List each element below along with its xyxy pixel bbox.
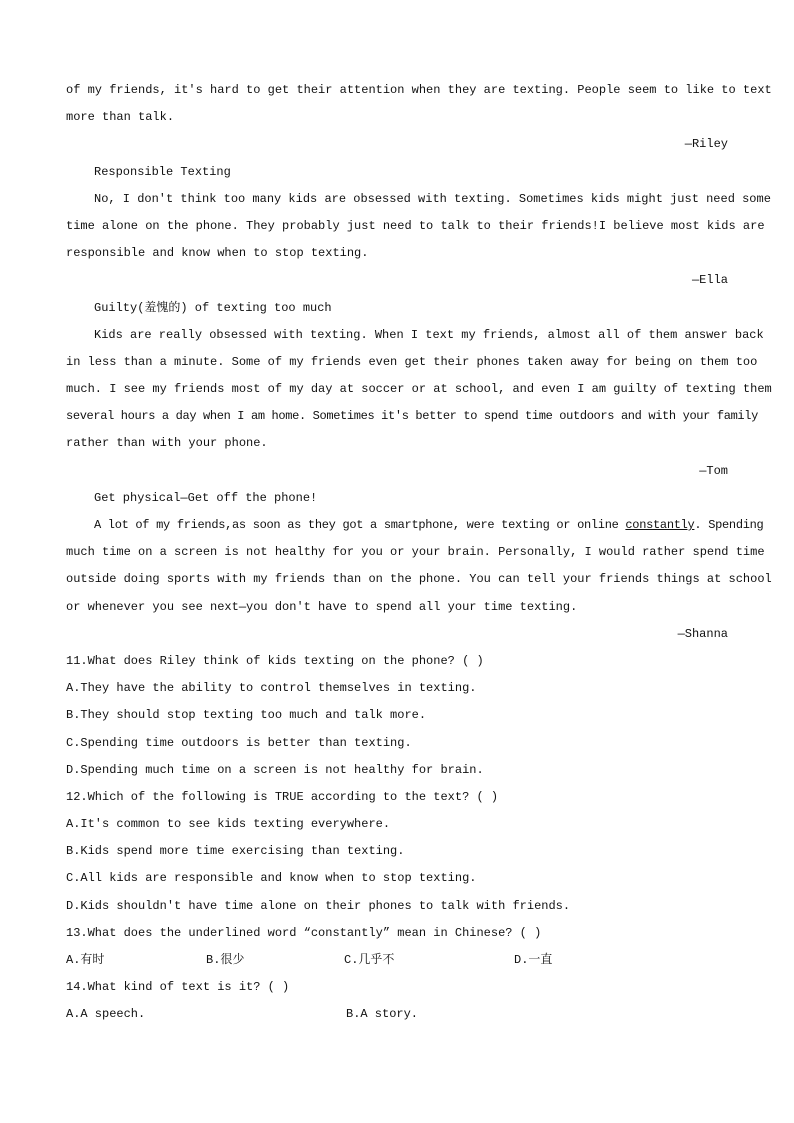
underlined-word-constantly: constantly [625,518,695,532]
shanna-signature: —Shanna [677,626,728,641]
shanna-text-before: A lot of my friends,as soon as they got a smartphone, were texting or online [94,518,626,532]
tom-paragraph-line: several hours a day when I am home. Sometimes it's better to spend time outdoors and with your family [66,409,758,424]
question-14-stem: 14.What kind of text is it? ( ) [66,980,290,995]
question-13-option-a: A.有时 [66,953,105,967]
shanna-paragraph-line: or whenever you see next—you don't have to spend all your time texting. [66,599,578,614]
question-12-option-a: A.It's common to see kids texting everywhere. [66,817,391,832]
question-11-stem: 11.What does Riley think of kids texting on the phone? ( ) [66,653,484,668]
tom-heading: Guilty(羞愧的) of texting too much [94,300,332,315]
shanna-paragraph-line [66,512,764,539]
shanna-text-after: . Spending [694,518,764,532]
question-14-option-b: B.A story. [346,1007,419,1022]
document-page [66,77,772,1029]
tom-paragraph-line: in less than a minute. Some of my friends even get their phones taken away for being on them too [66,354,758,369]
tom-paragraph-line: Kids are really obsessed with texting. When I text my friends, almost all of them answer back [94,327,764,342]
ella-paragraph-line: responsible and know when to stop texting. [66,246,369,261]
question-13-option-d: D.一直 [514,953,553,967]
question-12-stem: 12.Which of the following is TRUE according to the text? ( ) [66,789,499,804]
tom-paragraph-line: much. I see my friends most of my day at soccer or at school, and even I am guilty of texting them [66,382,772,397]
tom-paragraph-line: rather than with your phone. [66,436,268,451]
question-11-option-d: D.Spending much time on a screen is not healthy for brain. [66,762,484,777]
question-13-options [66,947,728,974]
riley-paragraph-line: of my friends, it's hard to get their attention when they are texting. People seem to like to text [66,83,772,97]
ella-signature: —Ella [691,273,728,288]
ella-paragraph-line: time alone on the phone. They probably just need to talk to their friends!I believe most kids are [66,218,765,233]
question-14-option-a: A.A speech. [66,1007,146,1022]
question-12-option-d: D.Kids shouldn't have time alone on their phones to talk with friends. [66,898,571,913]
question-11-option-c: C.Spending time outdoors is better than texting. [66,735,412,750]
question-11-option-a: A.They have the ability to control themselves in texting. [66,681,477,696]
question-13-option-b: B.很少 [206,953,245,967]
ella-heading: Responsible Texting [94,164,231,179]
shanna-paragraph-line: much time on a screen is not healthy for you or your brain. Personally, I would rather spend time [66,545,765,560]
shanna-paragraph-line: outside doing sports with my friends than on the phone. You can tell your friends things at school [66,572,772,587]
question-14-options [66,1001,728,1028]
ella-paragraph-line: No, I don't think too many kids are obsessed with texting. Sometimes kids might just need some [94,191,771,206]
riley-signature: —Riley [684,137,728,152]
question-12-option-c: C.All kids are responsible and know when to stop texting. [66,871,477,886]
riley-paragraph-line: more than talk. [66,110,175,125]
tom-signature: —Tom [699,463,728,478]
shanna-heading: Get physical—Get off the phone! [94,490,318,505]
question-13-stem: 13.What does the underlined word “constantly” mean in Chinese? ( ) [66,925,542,940]
question-11-option-b: B.They should stop texting too much and talk more. [66,708,427,723]
question-12-option-b: B.Kids spend more time exercising than texting. [66,844,405,859]
question-13-option-c: C.几乎不 [344,953,395,967]
